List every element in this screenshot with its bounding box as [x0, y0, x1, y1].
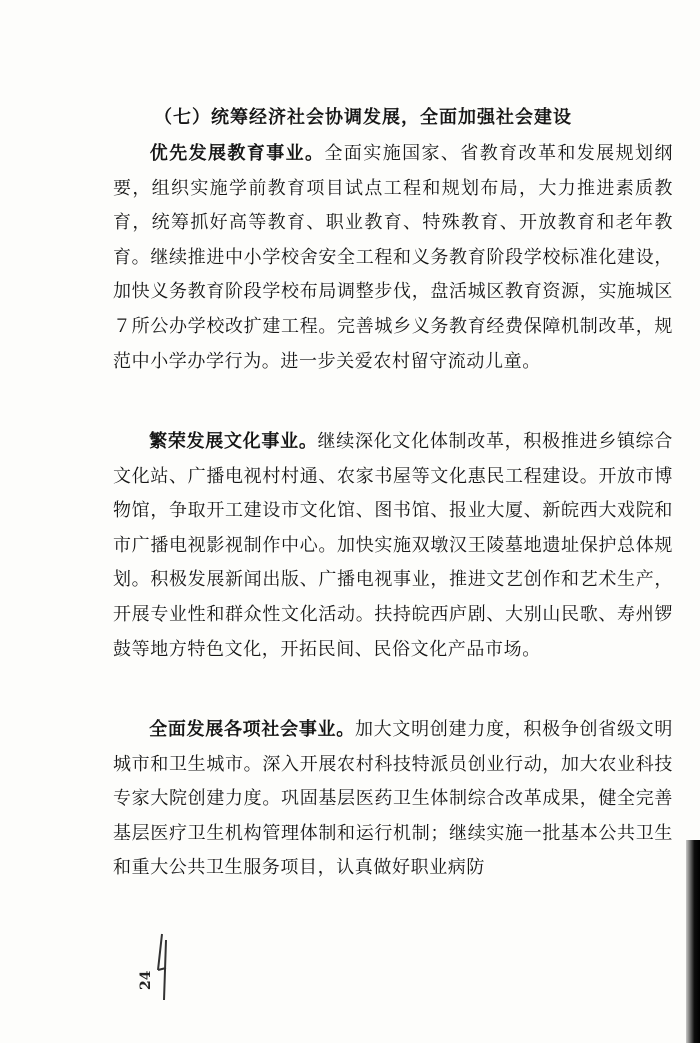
paragraph-social [113, 713, 673, 886]
paragraph-text: 加大文明创建力度，积极争创省级文明城市和卫生城市。深入开展农村科技特派员创业行动，加大农业科技专家大院创建力度。巩固基层医药卫生体制综合改革成果，健全完善基层医疗卫生机构管理体制和运行机制；继续实施一批基本公共卫生和重大公共卫生服务项目，认真做好职业病防 [113, 719, 673, 879]
paragraph-education [113, 137, 673, 379]
paragraph-culture [113, 425, 673, 667]
paragraph-text: 继续深化文化体制改革，积极推进乡镇综合文化站、广播电视村村通、农家书屋等文化惠民工程建设。开放市博物馆，争取开工建设市文化馆、图书馆、报业大厦、新皖西大戏院和市广播电视影视制作中心。加快实施双墩汉王陵墓地遗址保护总体规划。积极发展新闻出版、广播电视事业，推进文艺创作和艺术生产，开展专业性和群众性文化活动。扶持皖西庐剧、大别山民歌、寿州锣鼓等地方特色文化，开拓民间、民俗文化产品市场。 [113, 431, 673, 660]
paragraph-lead: 繁荣发展文化事业。 [149, 431, 318, 452]
paragraph-lead: 优先发展教育事业。 [149, 143, 325, 164]
scan-edge-shadow [686, 840, 700, 1043]
section-title: （七）统筹经济社会协调发展，全面加强社会建设 [154, 107, 572, 128]
paragraph-lead: 全面发展各项社会事业。 [149, 719, 355, 740]
page-number: 24 [138, 970, 154, 990]
paragraph-text: 全面实施国家、省教育改革和发展规划纲要，组织实施学前教育项目试点工程和规划布局，大力推进素质教育，统筹抓好高等教育、职业教育、特殊教育、开放教育和老年教育。继续推进中小学校舍安全工程和义务教育阶段学校标准化建设，加快义务教育阶段学校布局调整步伐，盘活城区教育资源，实施城区７所公办学校改扩建工程。完善城乡义务教育经费保障机制改革，规范中小学办学行为。进一步关爱农村留守流动儿童。 [113, 143, 673, 372]
